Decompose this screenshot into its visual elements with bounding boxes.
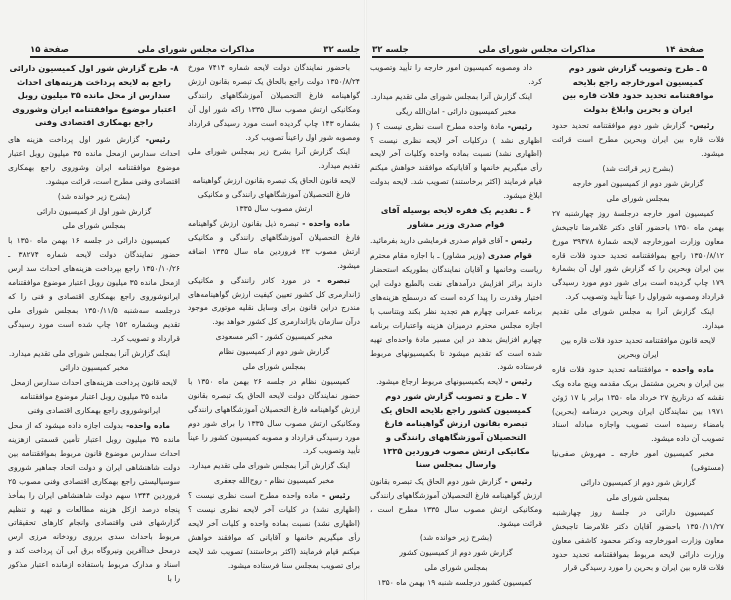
block-text: مادهٔ واحده مطرح است نظری نیست ؟ ( اظهاری نشد ) درکلیات آخر لایحه نظری نیست ؟ (اظهاری نشد) نسبت بماده واحده وکلیات آخر لایحه رأی میگیریم خانمها و آقایانیکه موافقند خواهش میکنم قیام فرمایند (اکثر برخاستند) تصویب شد. لایحه بدولت ابلاغ میشود. <box>370 121 542 201</box>
block-text: کمیسیون کشور درجلسه شنبه ۱۹ بهمن ماه ۱۳۵۰ <box>377 578 532 588</box>
block-text: ۶ ـ تقدیم یک فقره لایحه بوسیله آقای قوام صدری وزیر مشاور <box>380 205 532 229</box>
block-text: گزارش شور اول پرداخت هزینه های احداث سدارس ازمحل مانده ۳۵ میلیون روبل اعتبار موضوع موافقتنامه ایران وشوروی راجع بهمکاری اقتصادی وفنی مطرح است، قرائت میشود. <box>8 134 180 186</box>
centered-line <box>8 219 180 233</box>
block-text: گزارش شور دوم از کمیسیون امور خارجه <box>572 179 704 188</box>
paragraph <box>370 576 542 590</box>
paragraph <box>188 459 360 473</box>
paragraph <box>552 207 724 304</box>
block-text: لایحه قانون موافقتنامه تحدید حدود فلات قاره بین ایران وبحرین <box>560 335 716 359</box>
speaker-label: رئیس - <box>502 377 532 387</box>
block-text: بدولت اجازه داده میشود که از محل مانده ۳۵ میلیون روبل اعتبار تأمین قسمتی ازهزینه احداث سدارس موضوع قانون مربوط بموافقتنامه بین دولت شاهنشاهی ایران و دولت اتحاد جماهیر شوروی سوسیالیستی راجع بهمکاری اقتصادی وفنی مصوب ۲۵ فروردین ۱۳۴۴ سهم دولت شاهنشاهی ایران را بمأخذ پنجاه درصد ازکل هزینه مطالعات و تهیه و تنظیم گزارشهای فنی واقتصادی وانجام کارهای تحقیقاتی مربوط باحداث سدی برروی رودخانه مرزی ارس درمحل خداآفرین ونیروگاه برق آبی آن پرداخت کند و اسناد و مدارک مربوط باستفاده ازمانده اعتبار مذکور را با <box>8 421 180 584</box>
block-text: تبصره ذیل بقانون ارزش گواهینامه فارغ التحصیلان آموزشگاههای رانندگی و مکانیکی ارتش مصوب ۲۳ فروردین ماه سال ۱۳۳۵ اضافه میشود. <box>188 218 360 270</box>
block-text: گزارش شور دوم از کمیسیون کشور <box>399 548 513 558</box>
paragraph <box>188 489 360 572</box>
centered-line <box>370 531 542 545</box>
block-text: مخبر کمیسیون امور خارجه ـ مهروش صفی‌نیا (مستوفی) <box>552 449 724 473</box>
paragraph <box>552 363 724 446</box>
centered-line <box>552 162 724 176</box>
paragraph <box>370 120 542 203</box>
block-text: باحضور نمایندگان دولت لایحه شماره ۷۴۱۴ مورخ ۱۳۵۰/۸/۲۴ دولت راجع بالحاق یک تبصره بقانون ارزش گواهینامه فارغ التحصیلان آموزشگاههای رانندگی ومکانیکی ارتش مصوب سال ۱۳۳۵ راکه شور اول آن بشماره ۱۴۳ چاپ گردیده است مورد رسیدگی قرارداد ومصوبه شور اول راعیناً تصویب کرد. <box>188 63 360 142</box>
paragraph <box>188 375 360 458</box>
paragraph <box>552 447 724 475</box>
block-text: مخبر کمیسیون نظام - روح‌الله جعفری <box>213 476 335 486</box>
publication-title: مذاکرات مجلس شورای ملی <box>137 45 255 55</box>
centered-line <box>188 345 360 359</box>
block-text: ۷ ـ طرح و تصویب گزارش شور دوم کمیسیون کشور راجع بلایحه الحاق یک تبصره بقانون ارزش گواهینامه فارغ التحصیلان آموزشگاههای رانندگی و مکانیکی ارتش مصوب فروردین ۱۳۳۵ وارسال بمجلس سنا <box>380 391 532 470</box>
paragraph <box>8 133 180 189</box>
block-text: بمجلس شورای ملی <box>606 193 670 203</box>
session-number: جلسه ۳۲ <box>323 45 360 55</box>
block-text: آقای قوام صدری فرمایشی دارید بفرمائید. <box>370 236 503 246</box>
speaker-label: رئیس- <box>504 121 532 131</box>
paragraph <box>188 274 360 330</box>
block-text: گزارش شور اول از کمیسیون دارائی <box>36 206 152 216</box>
centered-line <box>370 546 542 560</box>
block-text: اینک گزارش آنرا بمجلس شورای ملی تقدیم میدارد. <box>188 461 350 471</box>
centered-line <box>552 491 724 505</box>
block-text: لایحه قانون پرداخت هزینه‌های احداث سدارس ازمحل مانده ۳۵ میلیون روبل اعتبار موضوع موافقتنامه ایرانوشوروی راجع بهمکاری اقتصادی وفنی <box>10 378 178 416</box>
paragraph <box>370 475 542 531</box>
block-text: مخبر کمیسیون دارائی <box>59 363 129 373</box>
block-text: ۸- طرح گزارش شور اول کمیسیون دارائی راجع به لایحه پرداخت هزینه‌های احداث سدارس از محل مانده ۳۵ میلیون روبل اعتبار موضوع موافقتنامه ایران وشوروی راجع بهمکاری اقتصادی وفنی <box>9 63 179 128</box>
text-column-left <box>370 61 542 597</box>
block-text: گزارش شور دوم از کمیسیون دارائی <box>580 478 696 488</box>
paragraph <box>552 506 724 576</box>
paragraph <box>8 347 180 361</box>
block-text: ۵ ـ طرح وتصویب گزارش شور دوم کمیسیون امورخارجه راجع بلایحه موافقتنامه تحدید حدود فلات قاره بین ایران و بحرین وابلاغ بدولت <box>562 63 714 114</box>
block-text: اینک گزارش آنرا بمجلس شورای ملی تقدیم میدارد. <box>370 91 532 101</box>
speaker-label: قوام صدری <box>485 251 533 261</box>
speaker-label: رئیس- <box>139 134 171 144</box>
paragraph <box>552 305 724 333</box>
block-text: اینک گزارش آنرا بمجلس شورای ملی تقدیم میدارد. <box>8 348 170 358</box>
block-text: لایحه بکمیسیونهای مربوط ارجاع میشود. <box>376 377 503 387</box>
centered-line <box>188 360 360 374</box>
block-text: بمجلس شورای ملی <box>62 221 126 231</box>
centered-line <box>188 174 360 216</box>
paragraph <box>8 234 180 345</box>
block-text: گزارش شور دوم از کمیسیون نظام <box>218 347 330 357</box>
block-text: کمیسیون دارائی در جلسه ۱۶ بهمن ماه ۱۳۵۰ با حضور نمایندگان دولت لایحه شماره ۳۸۲۷۴ ـ ۱۳۵۰/۱۰/۲۶ راجع بپرداخت هزینه‌های احداث سد ارس ازمحل مانده ۳۵ میلیون روبل اعتبار موضوع موافقتنامه ایرانوشوروی راجع بهمکاری اقتصادی و فنی را که درجلسه سه‌شنبه ۱۳۵۰/۱۱/۵ بمجلس شورای ملی تقدیم وبشماره ۱۵۲ چاپ شده است مورد رسیدگی قرارداد و تصویب کرد. <box>8 236 180 343</box>
text-column-right <box>552 61 724 597</box>
block-text: لایحه قانون الحاق یک تبصره بقانون ارزش گواهینامه فارغ التحصیلان آموزشگاههای رانندگی و مکانیکی ارتش مصوب سال ۱۳۳۵ <box>192 176 356 214</box>
speaker-label: ماده واحده - <box>298 218 351 228</box>
paragraph <box>188 61 360 144</box>
block-text: مخبر کمیسیون دارائی - امان‌الله ریگی <box>395 106 517 116</box>
speaker-label: رئیس- <box>685 121 715 131</box>
centered-line <box>188 474 360 488</box>
paragraph <box>552 119 724 161</box>
block-text: بمجلس شورای ملی <box>424 563 488 573</box>
block-text: داد ومصوبه کمیسیون امور خارجه را تأیید وتصویب کرد. <box>370 63 542 86</box>
speaker-label: ماده واحده - <box>661 364 715 374</box>
paragraph <box>370 61 542 89</box>
paragraph <box>370 375 542 389</box>
right-page <box>366 0 731 600</box>
session-number: جلسه ۳۲ <box>372 45 409 55</box>
centered-line <box>370 561 542 575</box>
block-text: اینک گزارش آنرا به مجلس شورای ملی تقدیم میدارد. <box>552 307 724 331</box>
block-text: بمجلس شورای ملی <box>242 362 306 372</box>
centered-line <box>552 177 724 191</box>
block-text: گزارش شور دوم موافقتنامه تحدید حدود فلات قاره بین ایران وبحرین مطرح است قرائت میشود. <box>552 121 724 159</box>
page-header <box>30 39 360 58</box>
block-text: بمجلس شورای ملی <box>606 492 670 502</box>
section-heading <box>370 204 542 231</box>
centered-line <box>552 192 724 206</box>
paragraph <box>8 419 180 586</box>
speaker-label: رئیس - <box>501 476 532 486</box>
centered-line <box>370 105 542 119</box>
text-column-right <box>188 61 360 597</box>
section-heading <box>8 62 180 130</box>
paragraph <box>188 145 360 173</box>
page-number: صفحة ۱۴ <box>665 45 704 55</box>
block-text: کمیسیون نظام در جلسه ۲۶ بهمن ماه ۱۳۵۰ با حضور نمایندگان دولت لایحه الحاق یک تبصره بقانون ارزش گواهینامه فارغ التحصیلان آموزشگاههای رانندگی ومکانیکی ارتش مصوب سال ۱۳۳۵ را برای شور دوم مورد رسیدگی قرارداد و مصوبه کمیسیون کشور را عیناً تأیید وتصویب کرد. <box>188 376 360 456</box>
paragraph <box>188 217 360 273</box>
paragraph <box>370 249 542 374</box>
block-text: کمیسیون دارائی در جلسهٔ روز چهارشنبه ۱۳۵۰/۱۱/۲۷ باحضور آقایان دکتر غلامرضا تاجبخش معاون وزارت امورخارجه ودکتر محمود کاشفی معاون وزارت دارائی لایحه مربوط بموافقتنامه تحدید حدود فلات قاره بین ایران و بحرین را مورد رسیدگی قرار <box>552 507 724 573</box>
speaker-label: رئیس - <box>502 236 532 246</box>
block-text: (وزیر مشاور) ـ با اجازه مقام محترم ریاست وخانمها و آقایان نمایندگان بطوریکه استحضار دارند براثر افزایش درآمدهای نفت بالطبع دولت این اختیار وقدرت را پیدا کرده است که درسطح هزینه‌های برنامه عمرانی چهارم هم تجدید نظر بکند وبتناسب با اجازه مجلس محترم درمیزان هزینه واعتبارات برنامه چهارم افزایش بدهد در این مسیر مادهٔ واحده‌ای تهیه شده است که تقدیم میشود تا بکمیسیونهای مربوط فرستاده شود. <box>370 251 542 372</box>
block-text: (بشرح زیر قرائت شد) <box>602 164 674 174</box>
speaker-label: تبصره - <box>310 275 350 285</box>
block-text: (بشرح زیر خوانده شد) <box>57 191 131 201</box>
paragraph <box>370 90 542 104</box>
block-text: مخبر کمیسیون کشور - اکبر مسعودی <box>215 332 333 342</box>
centered-line <box>8 205 180 219</box>
section-heading <box>552 62 724 116</box>
block-text: اینک گزارش آنرا بشرح زیر بمجلس شورای ملی تقدیم میدارد. <box>188 147 360 171</box>
block-text: در مورد کادر رانندگی و مکانیکی ژاندارمری کل کشور تعیین کیفیت ارزش گواهینامه‌های مندرج دراین قانون برای وسایل نقلیه موتوری موجود درآن سازمان باژاندارمری کل کشور خواهد بود. <box>188 275 360 327</box>
block-text: کمیسیون امور خارجه درجلسهٔ روز چهارشنبه ۲۷ بهمن ماه ۱۳۵۰ باحضور آقای دکتر غلامرضا تاجبخش معاون وزارت امورخارجه لایحه شمارهٔ ۳۹۴۷۸ مورخ ۱۳۵۰/۸/۱۲ راجع بموافقتنامه تحدید حدود فلات قاره بین ایران وبحرین را که گزارش شور اول آن بشمارهٔ ۱۷۹ چاپ گردیده است برای شور دوم مورد رسیدگی قرارداد ومصوبه شوراول را عیناً تأیید وتصویب کرد. <box>552 208 724 302</box>
centered-line <box>552 334 724 362</box>
page-number: صفحة ۱۵ <box>30 45 69 55</box>
centered-line <box>8 376 180 418</box>
speaker-label: رئیس - <box>318 491 350 501</box>
block-text: ماده واحده مطرح است نظری نیست ؟ (اظهاری نشد) در کلیات آخر لایحه نظری نیست ؟ (اظهاری نشد) نسبت بماده واحده و کلیات آخر لایحه رأی میگیریم خانمها و آقایانی که موافقند خواهش میکنم قیام فرمایند (اکثر برخاستند) تصویب شد لایحه برای تصویب بمجلس سنا فرستاده میشود. <box>188 491 360 570</box>
page-header <box>372 39 704 58</box>
text-column-left <box>8 61 180 597</box>
block-text: (بشرح زیر خوانده شد) <box>419 533 493 543</box>
centered-line <box>188 330 360 344</box>
centered-line <box>8 190 180 204</box>
centered-line <box>8 361 180 375</box>
speaker-label: ماده واحده- <box>123 421 170 431</box>
publication-title: مذاکرات مجلس شورای ملی <box>478 45 596 55</box>
block-text: موافقتنامه تحدید حدود فلات قاره بین ایران و بحرین مشتمل بریک مقدمه وپنج ماده ویک نقشه که درتاریخ ۲۷ خرداد ماه ۱۳۵۰ برابر با ۱۷ ژوئن ۱۹۷۱ بین نمایندگان ایران وبحرین درمنامه (بحرین) بامضاء رسیده است تصویب واجازه مبادله اسناد تصویب آن داده میشود. <box>552 364 724 444</box>
centered-line <box>552 476 724 490</box>
paragraph <box>370 234 542 248</box>
block-text: گزارش شور دوم الحاق یک تبصره بقانون ارزش گواهینامه فارغ التحصیلان آموزشگاههای رانندگی ومکانیکی ارتش مصوب سال ۱۳۳۵ مطرح است ، قرائت میشود. <box>370 476 542 528</box>
section-heading <box>370 390 542 472</box>
